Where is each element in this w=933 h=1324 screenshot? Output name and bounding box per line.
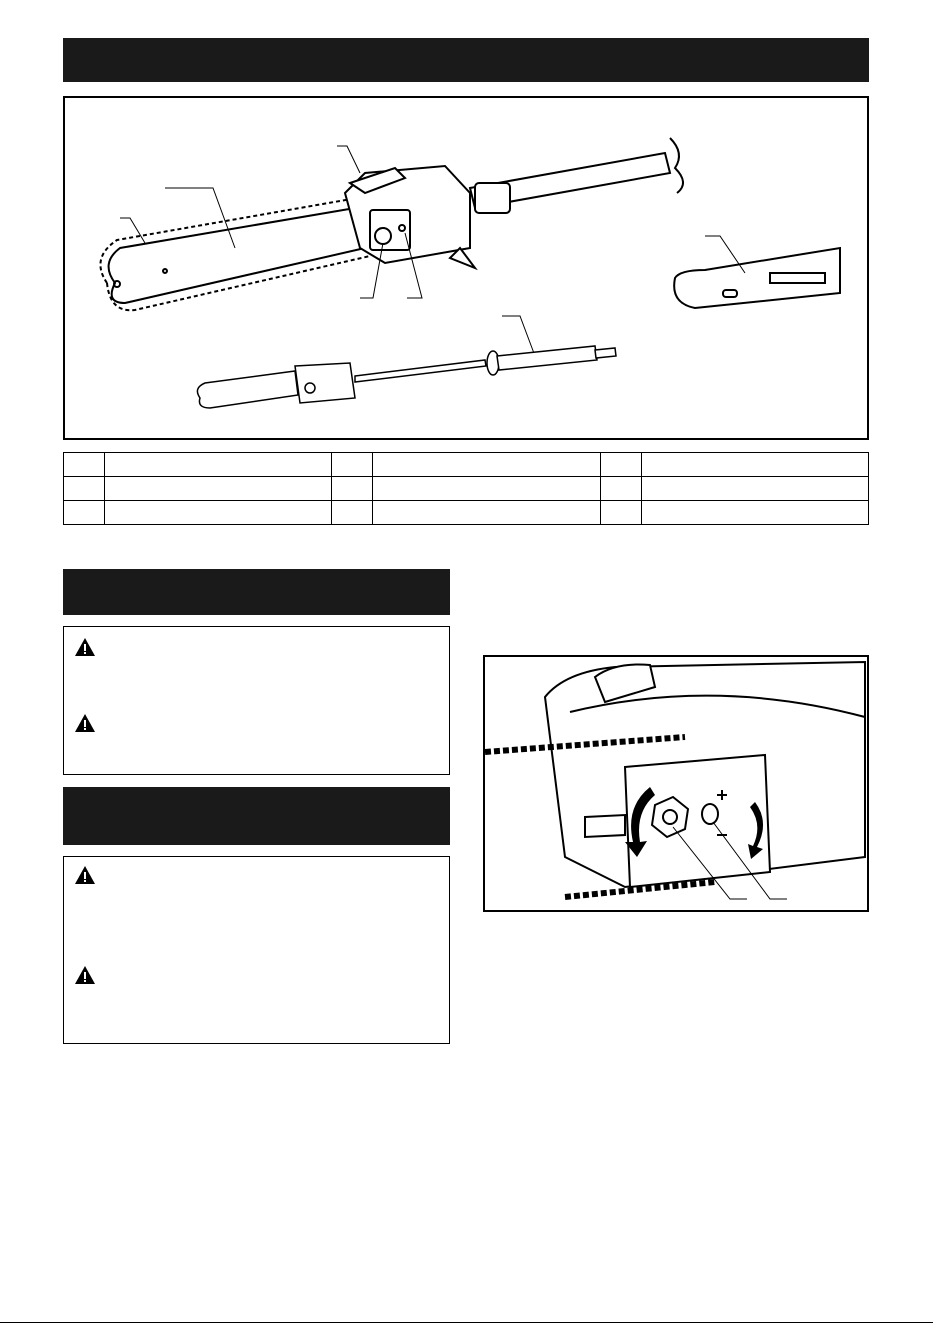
warning-triangle-icon xyxy=(74,637,96,657)
part-label xyxy=(105,477,332,501)
detail-illustration xyxy=(483,655,869,912)
section-1-header-bar xyxy=(63,569,450,615)
part-number xyxy=(64,501,105,525)
main-illustration xyxy=(63,96,869,440)
part-number xyxy=(64,477,105,501)
part-label xyxy=(641,453,868,477)
part-label xyxy=(641,477,868,501)
warning-box-1 xyxy=(63,626,450,775)
warning-box-2 xyxy=(63,856,450,1044)
part-number xyxy=(600,453,641,477)
part-label xyxy=(105,501,332,525)
part-number xyxy=(332,501,373,525)
tension-adjust-illustration xyxy=(485,657,867,910)
part-label xyxy=(641,501,868,525)
part-number xyxy=(600,501,641,525)
part-number xyxy=(332,453,373,477)
pole-saw-full xyxy=(197,346,616,408)
parts-table xyxy=(63,452,869,525)
part-label xyxy=(373,501,600,525)
shaft xyxy=(470,138,683,213)
table-row xyxy=(64,501,869,525)
page-bottom-rule xyxy=(0,1322,933,1323)
section-2-header-bar xyxy=(63,787,450,845)
part-label xyxy=(373,453,600,477)
pole-saw-illustration xyxy=(65,98,867,438)
part-label xyxy=(105,453,332,477)
warning-triangle-icon xyxy=(74,965,96,985)
part-number xyxy=(332,477,373,501)
part-number xyxy=(600,477,641,501)
chain-bar-upper xyxy=(100,198,370,310)
part-number xyxy=(64,453,105,477)
table-row xyxy=(64,477,869,501)
table-row xyxy=(64,453,869,477)
chain-cover xyxy=(674,248,840,308)
warning-triangle-icon xyxy=(74,713,96,733)
part-label xyxy=(373,477,600,501)
header-bar xyxy=(63,38,869,82)
warning-triangle-icon xyxy=(74,865,96,885)
